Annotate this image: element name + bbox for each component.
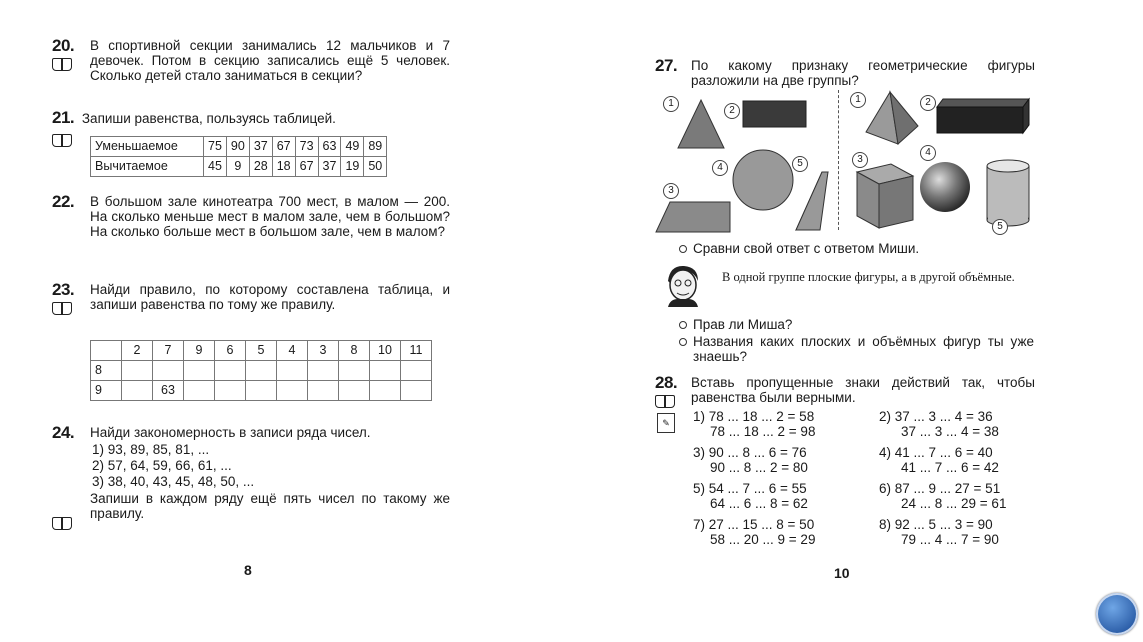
equation: 41 ... 7 ... 6 = 42 <box>901 460 999 475</box>
table-cell: 75 <box>204 137 227 157</box>
task-24 <box>52 425 450 521</box>
table-cell: 8 <box>339 341 370 361</box>
task-20 <box>52 38 450 83</box>
figure-label: 1 <box>663 96 679 112</box>
list-item: 3) 38, 40, 43, 45, 48, 50, ... <box>92 474 255 489</box>
task-text-2: Запиши в каждом ряду ещё пять чисел по такому же правилу. <box>90 491 450 521</box>
figure-label: 5 <box>992 219 1008 235</box>
table-cell <box>308 361 339 381</box>
prism-shape <box>855 162 915 230</box>
table-cell <box>153 361 184 381</box>
table-cell <box>401 381 432 401</box>
equation: 90 ... 8 ... 2 = 80 <box>710 460 808 475</box>
task-number: 28. <box>655 373 678 392</box>
task-number: 23. <box>52 280 75 299</box>
table-cell: 67 <box>295 157 318 177</box>
bullet-icon <box>679 245 687 253</box>
parallelogram-shape <box>794 170 830 232</box>
table-cell: 90 <box>226 137 249 157</box>
table-cell: 7 <box>153 341 184 361</box>
pencil-icon: ✎ <box>657 413 675 433</box>
figure-label: 2 <box>724 103 740 119</box>
sphere-shape <box>918 160 972 214</box>
equation: 8) 92 ... 5 ... 3 = 90 <box>879 517 993 532</box>
row-label: Вычитаемое <box>91 157 204 177</box>
task-text: Найди закономерность в записи ряда чисел. <box>90 425 371 440</box>
task-23 <box>52 280 450 397</box>
list-item: 1) 93, 89, 85, 81, ... <box>92 442 210 457</box>
table-cell: 9 <box>184 341 215 361</box>
figure-label: 3 <box>663 183 679 199</box>
table-cell: 67 <box>272 137 295 157</box>
task-text: Найди правило, по которому составлена таблица, и запиши равенства по тому же правилу. <box>90 282 450 312</box>
table-cell: 45 <box>204 157 227 177</box>
table-cell <box>370 361 401 381</box>
table-cell: 73 <box>295 137 318 157</box>
table-cell <box>122 361 153 381</box>
trapezoid-shape <box>654 200 734 234</box>
question-2 <box>679 317 1039 332</box>
figure-label: 2 <box>920 95 936 111</box>
table-row <box>91 157 387 177</box>
figure-label: 5 <box>792 156 808 172</box>
page-number: 8 <box>244 562 252 578</box>
row-label: Уменьшаемое <box>91 137 204 157</box>
equation: 2) 37 ... 3 ... 4 = 36 <box>879 409 993 424</box>
table-cell <box>339 361 370 381</box>
equation: 6) 87 ... 9 ... 27 = 51 <box>879 481 1001 496</box>
equation: 37 ... 3 ... 4 = 38 <box>901 424 999 439</box>
table-cell: 8 <box>91 361 122 381</box>
table-cell <box>246 361 277 381</box>
table-cell: 89 <box>364 137 387 157</box>
task-number: 20. <box>52 36 75 55</box>
book-icon <box>52 134 72 147</box>
table-cell <box>308 381 339 401</box>
table-cell: 63 <box>318 137 341 157</box>
table-cell <box>370 381 401 401</box>
circle-shape <box>731 148 795 212</box>
book-icon <box>52 58 72 71</box>
equation: 7) 27 ... 15 ... 8 = 50 <box>693 517 815 532</box>
table-cell <box>277 381 308 401</box>
rule-table <box>90 340 432 401</box>
table-cell: 49 <box>341 137 364 157</box>
table-cell: 19 <box>341 157 364 177</box>
boy-face-icon <box>660 263 704 309</box>
table-cell <box>91 341 122 361</box>
equation: 5) 54 ... 7 ... 6 = 55 <box>693 481 807 496</box>
task-text: Вставь пропущенные знаки действий так, чтобы равенства были верными. <box>691 375 1035 405</box>
book-icon <box>52 302 72 315</box>
equation: 24 ... 8 ... 29 = 61 <box>901 496 1007 511</box>
task-number: 24. <box>52 423 75 442</box>
bullet-icon <box>679 338 687 346</box>
number-sequences <box>92 442 450 489</box>
equation: 78 ... 18 ... 2 = 98 <box>710 424 816 439</box>
table-row <box>91 137 387 157</box>
table-cell: 28 <box>249 157 272 177</box>
subtraction-table <box>90 136 387 177</box>
page-number: 10 <box>834 565 850 581</box>
question-text: Названия каких плоских и объёмных фигур ты уже знаешь? <box>693 334 1034 364</box>
cylinder-shape <box>985 158 1031 228</box>
list-item: 2) 57, 64, 59, 66, 61, ... <box>92 458 232 473</box>
equation: 1) 78 ... 18 ... 2 = 58 <box>693 409 815 424</box>
table-cell: 18 <box>272 157 295 177</box>
table-cell: 11 <box>401 341 432 361</box>
task-22 <box>52 194 450 239</box>
rectangle-shape <box>742 100 808 128</box>
table-cell <box>184 361 215 381</box>
question-3 <box>679 334 1034 364</box>
equation: 3) 90 ... 8 ... 6 = 76 <box>693 445 807 460</box>
table-row <box>91 361 432 381</box>
table-cell <box>215 381 246 401</box>
task-number: 21. <box>52 108 75 127</box>
task-text: Запиши равенства, пользуясь таблицей. <box>81 111 336 126</box>
figure-label: 4 <box>920 145 936 161</box>
table-cell <box>339 381 370 401</box>
table-cell: 63 <box>153 381 184 401</box>
triangle-shape <box>676 98 726 150</box>
equation: 4) 41 ... 7 ... 6 = 40 <box>879 445 993 460</box>
table-row <box>91 341 432 361</box>
cuboid-shape <box>935 97 1031 135</box>
table-cell <box>401 361 432 381</box>
bullet-icon <box>679 321 687 329</box>
equation: 79 ... 4 ... 7 = 90 <box>901 532 999 547</box>
group-divider <box>838 90 839 230</box>
table-cell <box>122 381 153 401</box>
equations-grid <box>693 409 1033 549</box>
task-text: В спортивной секции занимались 12 мальчиков и 7 девочек. Потом в секцию записались ещё 5 человек. Сколько детей стало заниматься в секции? <box>90 38 450 83</box>
table-cell: 6 <box>215 341 246 361</box>
table-cell: 2 <box>122 341 153 361</box>
task-21 <box>52 108 450 173</box>
misha-answer: В одной группе плоские фигуры, а в другой объёмные. <box>722 270 1015 284</box>
table-cell: 5 <box>246 341 277 361</box>
table-cell <box>246 381 277 401</box>
book-icon <box>52 517 72 530</box>
table-cell: 4 <box>277 341 308 361</box>
table-row <box>91 381 432 401</box>
compare-question <box>679 241 1039 256</box>
table-cell: 9 <box>91 381 122 401</box>
misha-avatar <box>660 263 704 309</box>
table-cell: 37 <box>318 157 341 177</box>
task-text: В большом зале кинотеатра 700 мест, в малом — 200. На сколько меньше мест в малом зале, чем в большом? На сколько больше мест в большом зале, чем в малом? <box>90 194 450 239</box>
table-cell: 3 <box>308 341 339 361</box>
figure-label: 1 <box>850 92 866 108</box>
table-cell <box>184 381 215 401</box>
table-cell: 37 <box>249 137 272 157</box>
equation: 58 ... 20 ... 9 = 29 <box>710 532 816 547</box>
table-cell: 9 <box>226 157 249 177</box>
question-text: Сравни свой ответ с ответом Миши. <box>693 241 920 256</box>
figure-label: 3 <box>852 152 868 168</box>
table-cell: 50 <box>364 157 387 177</box>
task-text: По какому признаку геометрические фигуры разложили на две группы? <box>691 58 1035 88</box>
task-27 <box>655 58 1035 88</box>
slide-nav-button[interactable] <box>1096 593 1138 635</box>
book-icon <box>655 395 675 408</box>
task-number: 22. <box>52 192 75 211</box>
equation: 64 ... 6 ... 8 = 62 <box>710 496 808 511</box>
table-cell: 10 <box>370 341 401 361</box>
figure-label: 4 <box>712 160 728 176</box>
pyramid-shape <box>862 90 920 148</box>
task-number: 27. <box>655 56 678 75</box>
table-cell <box>277 361 308 381</box>
question-text: Прав ли Миша? <box>693 317 793 332</box>
table-cell <box>215 361 246 381</box>
